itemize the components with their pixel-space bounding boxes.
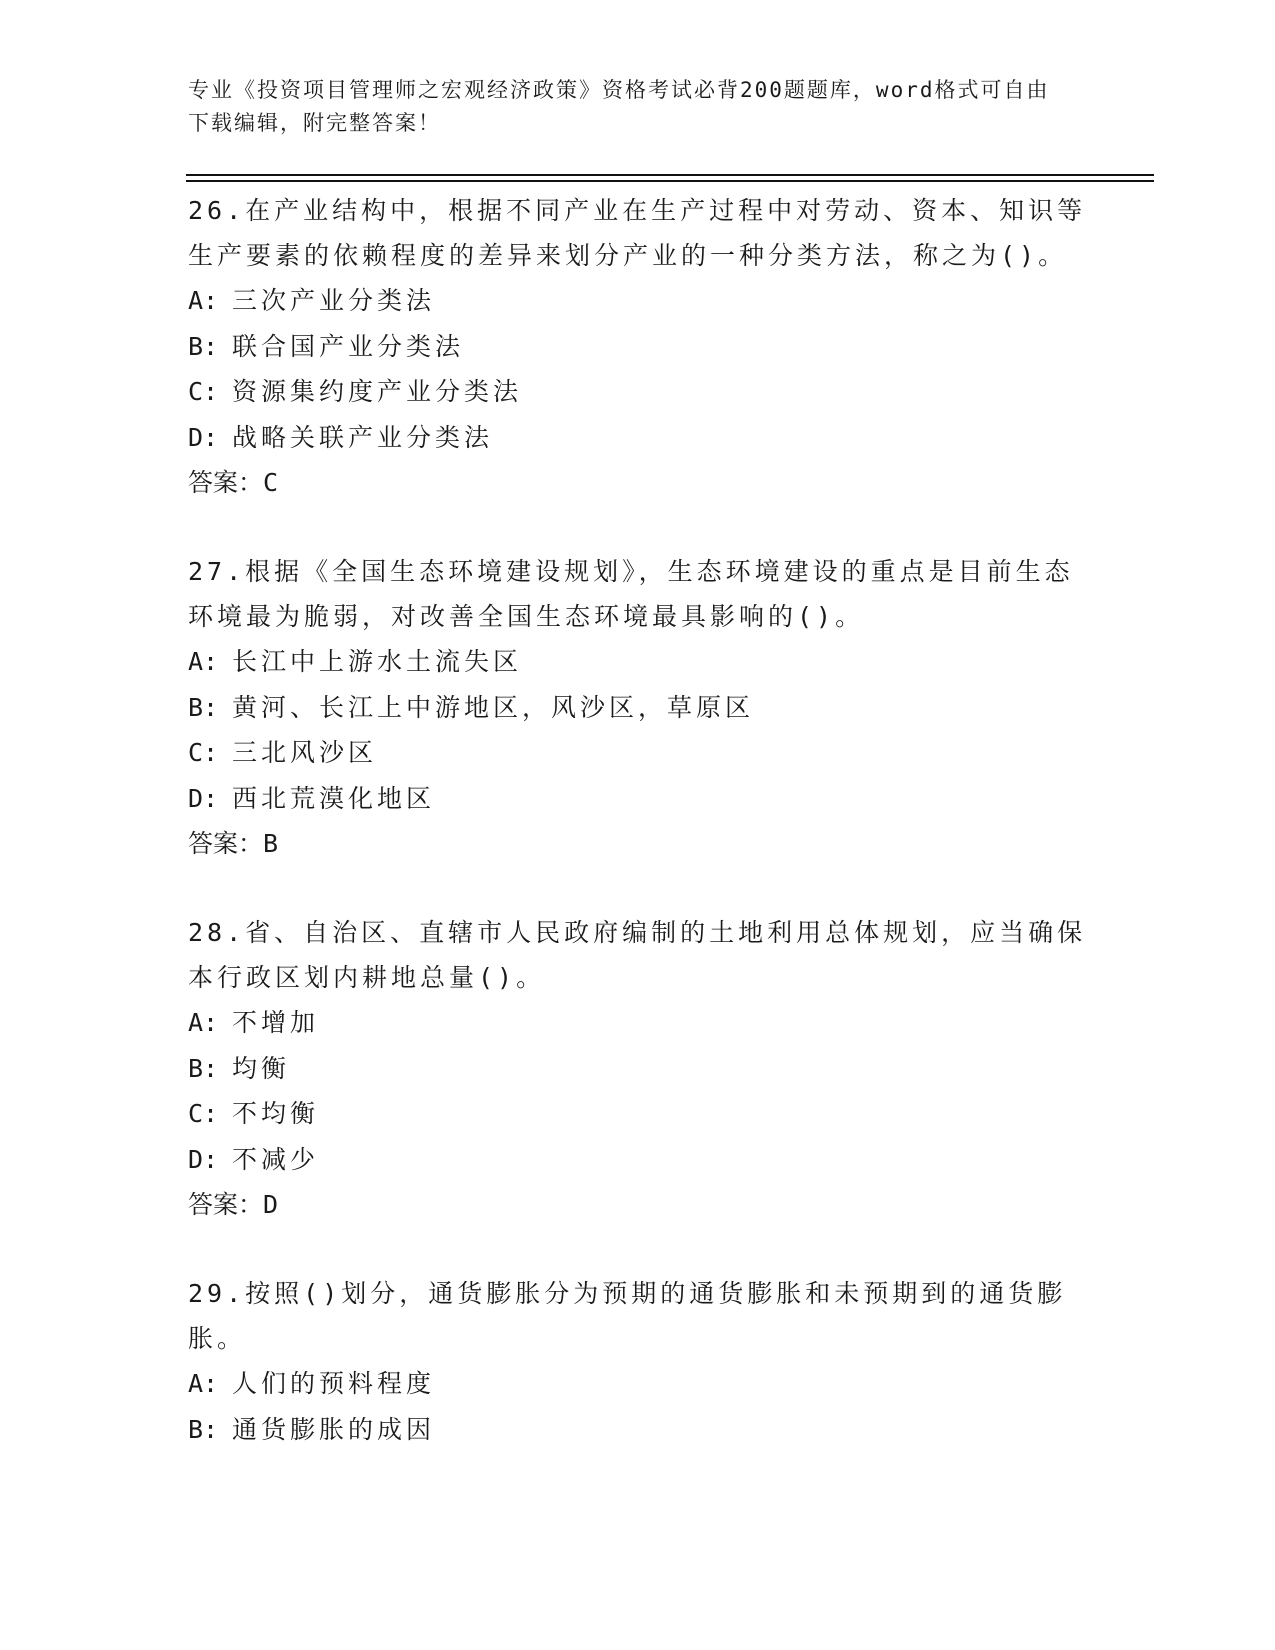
option-a [188,278,1088,324]
question-28 [188,910,1088,1227]
option-text: 西北荒漠化地区 [232,783,436,813]
option-text: 长江中上游水土流失区 [232,647,523,676]
option-text: 人们的预料程度 [232,1369,436,1398]
question-stem: 26.在产业结构中，根据不同产业在生产过程中对劳动、资本、知识等生产要素的依赖程度的差异来划分产业的一种分类方法，称之为()。 [188,196,1087,270]
question-stem: 28.省、自治区、直辖市人民政府编制的土地利用总体规划，应当确保本行政区划内耕地总量()。 [188,918,1087,992]
option-a [188,1000,1088,1046]
document-header: 专业《投资项目管理师之宏观经济政策》资格考试必背200题题库，word格式可自由下载编辑，附完整答案！ [188,78,1050,135]
option-a [188,639,1088,685]
answer [188,460,1088,505]
option-key: B: [188,331,219,361]
question-27 [188,549,1088,866]
option-key: C: [188,377,219,406]
answer-value: D [263,1190,279,1219]
answer-label: 答案： [188,468,264,497]
question-26 [188,188,1088,505]
option-d [188,415,1088,461]
question-29 [188,1271,1088,1452]
option-key: C: [188,738,219,767]
option-key: A: [188,647,219,676]
option-text: 黄河、长江上中游地区，风沙区，草原区 [232,692,755,722]
option-a [188,1361,1088,1407]
option-text: 均衡 [232,1053,291,1083]
answer [188,1182,1088,1227]
question-stem: 27.根据《全国生态环境建设规划》，生态环境建设的重点是目前生态环境最为脆弱，对改善全国生态环境最具影响的()。 [188,557,1074,631]
option-key: B: [188,1414,219,1444]
option-key: B: [188,692,219,722]
option-text: 不减少 [232,1144,320,1174]
question-list [188,188,1088,1452]
option-c [188,1091,1088,1137]
option-d [188,1137,1088,1183]
option-b [188,685,1088,731]
option-d [188,776,1088,822]
question-stem: 29.按照()划分，通货膨胀分为预期的通货膨胀和未预期到的通货膨胀。 [188,1279,1067,1353]
option-c [188,730,1088,776]
option-c [188,369,1088,415]
option-text: 不增加 [232,1008,320,1037]
option-text: 三北风沙区 [232,738,378,767]
answer [188,821,1088,866]
option-key: C: [188,1099,219,1128]
answer-label: 答案： [188,829,264,858]
option-text: 三次产业分类法 [232,286,436,315]
option-text: 战略关联产业分类法 [232,422,494,452]
header-divider-top [186,174,1154,176]
option-b [188,324,1088,370]
answer-label: 答案： [188,1190,264,1219]
option-key: B: [188,1053,219,1083]
option-text: 通货膨胀的成因 [232,1414,436,1444]
option-text: 不均衡 [232,1099,320,1128]
option-key: D: [188,1144,219,1174]
option-key: A: [188,1369,219,1398]
option-key: A: [188,1008,219,1037]
option-b [188,1407,1088,1453]
answer-value: B [263,829,279,858]
header-divider-bottom [186,180,1154,182]
answer-value: C [263,468,279,497]
option-text: 联合国产业分类法 [232,331,465,361]
option-key: D: [188,783,219,813]
option-key: D: [188,422,219,452]
option-b [188,1046,1088,1092]
option-key: A: [188,286,219,315]
option-text: 资源集约度产业分类法 [232,377,523,406]
